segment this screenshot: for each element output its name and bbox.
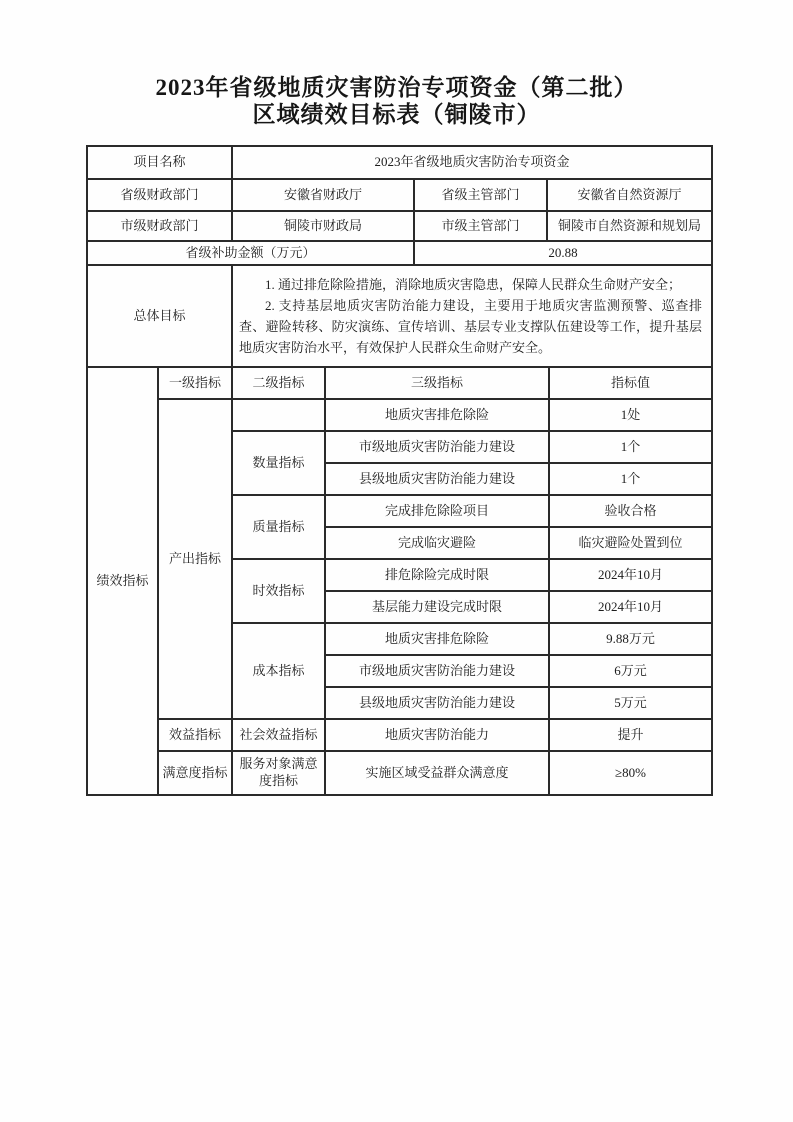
cell-l3: 基层能力建设完成时限 — [325, 591, 549, 623]
document-title-line2: 区域绩效目标表（铜陵市） — [252, 102, 541, 127]
cell-subsidy-label: 省级补助金额（万元） — [87, 241, 414, 265]
cell-l3: 地质灾害排危除险 — [325, 623, 549, 655]
indicator-header-row — [87, 367, 712, 399]
cell-overall-goal-text — [232, 265, 712, 367]
document-title-line1: 2023年省级地质灾害防治专项资金（第二批） — [155, 75, 638, 100]
cell-l3: 完成临灾避险 — [325, 527, 549, 559]
document-title — [0, 0, 793, 128]
header-level1: 一级指标 — [158, 367, 232, 399]
header-value: 指标值 — [549, 367, 712, 399]
cell-value: 验收合格 — [549, 495, 712, 527]
cell-l3: 市级地质灾害防治能力建设 — [325, 655, 549, 687]
cell-l3: 实施区域受益群众满意度 — [325, 751, 549, 795]
header-level3: 三级指标 — [325, 367, 549, 399]
cell-value: 临灾避险处置到位 — [549, 527, 712, 559]
cell-prov-authority-value: 安徽省自然资源厅 — [547, 179, 712, 211]
cell-value: ≥80% — [549, 751, 712, 795]
cell-l2-service: 服务对象满意度指标 — [232, 751, 325, 795]
cell-l2-cost: 成本指标 — [232, 623, 325, 719]
cell-value: 9.88万元 — [549, 623, 712, 655]
cell-project-name-value: 2023年省级地质灾害防治专项资金 — [232, 146, 712, 179]
cell-performance-indicators-label: 绩效指标 — [87, 367, 158, 795]
cell-value: 5万元 — [549, 687, 712, 719]
cell-l3: 县级地质灾害防治能力建设 — [325, 463, 549, 495]
cell-overall-goal-label: 总体目标 — [87, 265, 232, 367]
header-level2: 二级指标 — [232, 367, 325, 399]
cell-value: 1个 — [549, 431, 712, 463]
cell-prov-finance-value: 安徽省财政厅 — [232, 179, 414, 211]
table-row — [87, 719, 712, 751]
cell-l3: 排危除险完成时限 — [325, 559, 549, 591]
cell-l3: 市级地质灾害防治能力建设 — [325, 431, 549, 463]
indicator-table — [86, 366, 713, 796]
overall-goal-item-1: 1. 通过排危除险措施，消除地质灾害隐患，保障人民群众生命财产安全； — [265, 277, 682, 292]
cell-value: 2024年10月 — [549, 559, 712, 591]
cell-city-finance-value: 铜陵市财政局 — [232, 211, 414, 241]
cell-l2-time: 时效指标 — [232, 559, 325, 623]
cell-l2-quantity: 数量指标 — [232, 431, 325, 495]
cell-value: 1个 — [549, 463, 712, 495]
cell-l1-output: 产出指标 — [158, 399, 232, 719]
cell-value: 提升 — [549, 719, 712, 751]
table-row — [87, 399, 712, 431]
cell-value: 2024年10月 — [549, 591, 712, 623]
cell-subsidy-value: 20.88 — [414, 241, 712, 265]
cell-l1-benefit: 效益指标 — [158, 719, 232, 751]
cell-project-name-label: 项目名称 — [87, 146, 232, 179]
cell-l3: 地质灾害排危除险 — [325, 399, 549, 431]
cell-l1-satisfaction: 满意度指标 — [158, 751, 232, 795]
performance-target-table — [86, 145, 711, 796]
cell-l3: 完成排危除险项目 — [325, 495, 549, 527]
cell-value: 6万元 — [549, 655, 712, 687]
cell-city-authority-value: 铜陵市自然资源和规划局 — [547, 211, 712, 241]
table-row — [87, 751, 712, 795]
cell-l2-empty — [232, 399, 325, 431]
cell-value: 1处 — [549, 399, 712, 431]
cell-city-finance-label: 市级财政部门 — [87, 211, 232, 241]
cell-l3: 地质灾害防治能力 — [325, 719, 549, 751]
cell-l2-social: 社会效益指标 — [232, 719, 325, 751]
cell-l2-quality: 质量指标 — [232, 495, 325, 559]
cell-city-authority-label: 市级主管部门 — [414, 211, 547, 241]
cell-prov-finance-label: 省级财政部门 — [87, 179, 232, 211]
cell-l3: 县级地质灾害防治能力建设 — [325, 687, 549, 719]
cell-prov-authority-label: 省级主管部门 — [414, 179, 547, 211]
project-info-table — [86, 145, 713, 368]
overall-goal-item-2: 2. 支持基层地质灾害防治能力建设，主要用于地质灾害监测预警、巡查排查、避险转移、防灾演练、宣传培训、基层专业支撑队伍建设等工作，提升基层地质灾害防治水平，有效保护人民群众生命财产安全。 — [239, 298, 703, 355]
